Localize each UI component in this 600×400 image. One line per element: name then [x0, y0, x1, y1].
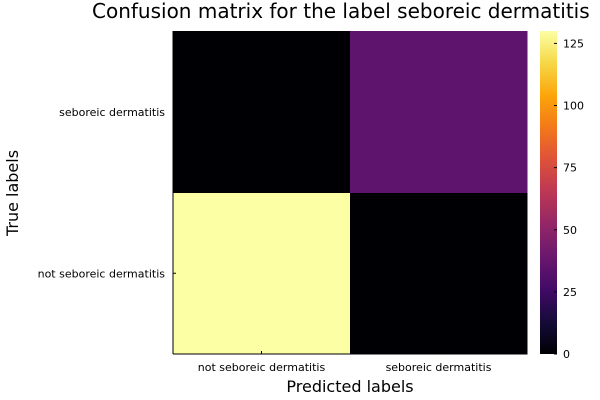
- heatmap-cells: [173, 31, 528, 355]
- x-axis-label: Predicted labels: [286, 377, 414, 396]
- heatmap-cell: [350, 193, 528, 355]
- y-tick-label: not seboreic dermatitis: [37, 267, 165, 281]
- colorbar-tick-label: 125: [563, 37, 584, 51]
- y-tick-label: seboreic dermatitis: [59, 105, 165, 119]
- y-axis-ticks: [38, 106, 176, 281]
- colorbar-ticks: [554, 37, 584, 361]
- colorbar-tick-label: 75: [563, 161, 577, 175]
- colorbar: [540, 31, 557, 354]
- chart-title: Confusion matrix for the label seboreic dermatitis: [92, 0, 590, 23]
- y-axis-label: True labels: [3, 149, 22, 237]
- heatmap-cell: [350, 31, 528, 193]
- colorbar-tick-label: 0: [563, 348, 570, 361]
- heatmap-cell: [173, 31, 351, 193]
- x-tick-label: seboreic dermatitis: [385, 361, 492, 374]
- x-tick-label: not seboreic dermatitis: [197, 361, 326, 374]
- colorbar-tick-label: 100: [563, 99, 584, 113]
- colorbar-tick-label: 50: [563, 223, 577, 237]
- colorbar-tick-label: 25: [563, 285, 577, 299]
- heatmap-cell: [173, 193, 351, 355]
